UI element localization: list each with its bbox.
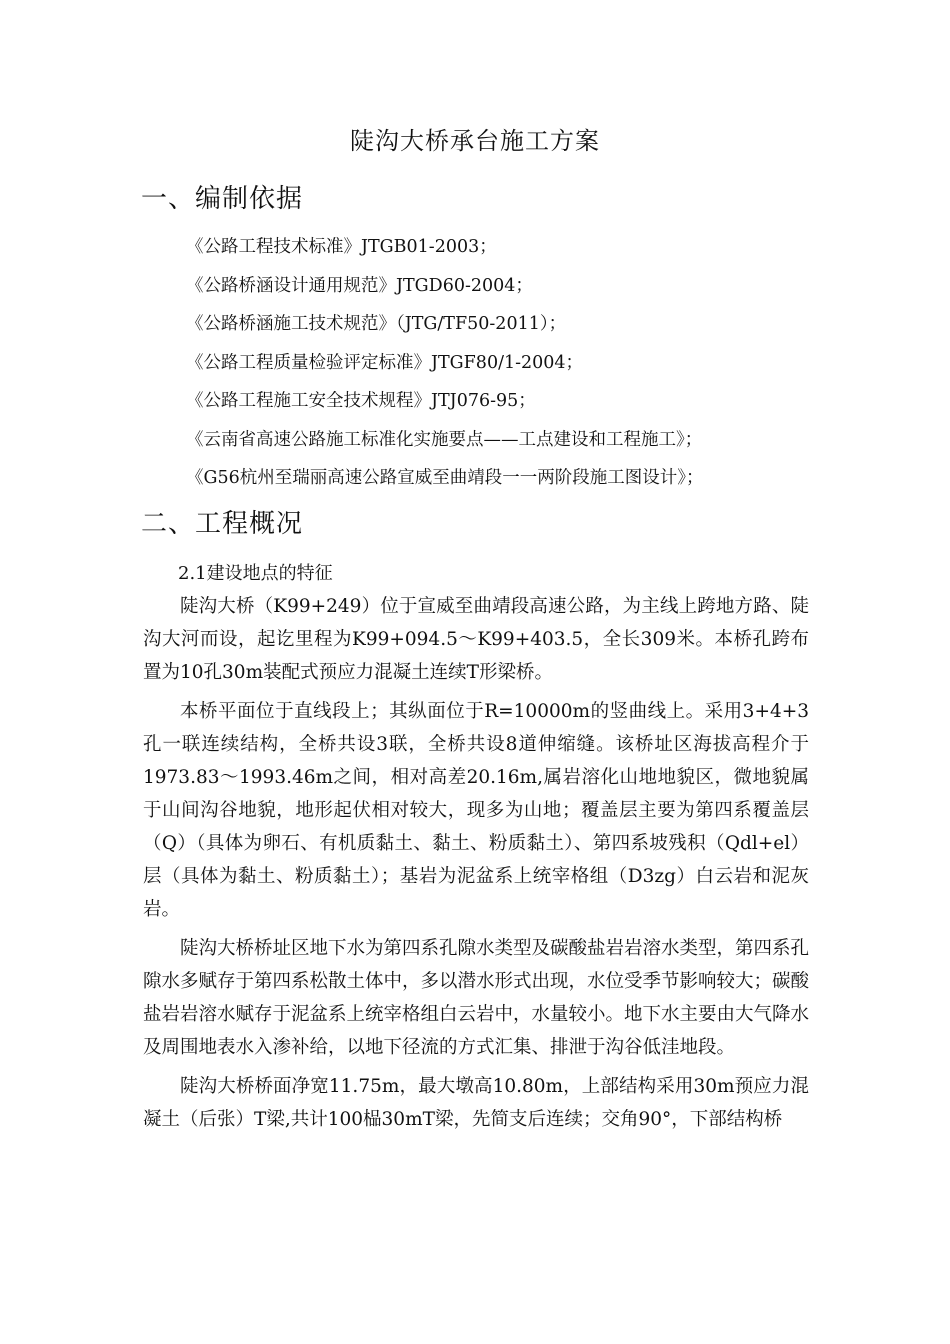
reference-item: 《公路工程技术标准》JTGB01-2003； — [186, 237, 497, 257]
body-paragraph: 本桥平面位于直线段上；其纵面位于R=10000m的竖曲线上。采用3+4+3孔一联连续结构，全桥共设3联，全桥共设8道伸缩缝。该桥址区海拔高程介于1973.83～1993.46m之间，相对高差20.16m,属岩溶化山地地貌区，微地貌属于山间沟谷地貌，地形起伏相对较大，现多为山地；覆盖层主要为第四系覆盖层（Q）（具体为卵石、有机质黏土、黏土、粉质黏土）、第四系坡残积（Qdl+el）层（具体为黏土、粉质黏土）；基岩为泥盆系上统宰格组（D3zg）白云岩和泥灰岩。 — [143, 701, 809, 920]
reference-item: 《公路桥涵设计通用规范》JTGD60-2004； — [186, 275, 533, 296]
body-paragraph: 陡沟大桥桥址区地下水为第四系孔隙水类型及碳酸盐岩岩溶水类型，第四系孔隙水多赋存于第四系松散土体中，多以潜水形式出现，水位受季节影响较大；碳酸盐岩岩溶水赋存于泥盆系上统宰格组白云岩中，水量较小。地下水主要由大气降水及周围地表水入渗补给，以地下径流的方式汇集、排泄于沟谷低洼地段。 — [143, 938, 810, 1058]
reference-item: 《公路工程质量检验评定标准》JTGF80/1-2004； — [186, 352, 584, 373]
body-paragraph: 陡沟大桥（K99+249）位于宣威至曲靖段高速公路，为主线上跨地方路、陡沟大河而设，起讫里程为K99+094.5～K99+403.5，全长309米。本桥孔跨布置为10孔30m装配式预应力混凝土连续T形梁桥。 — [143, 596, 809, 683]
section-heading-basis: 一、编制依据 — [141, 184, 304, 214]
reference-item: 《公路桥涵施工技术规范》（JTG/TF50-2011）； — [186, 314, 567, 334]
document-title: 陡沟大桥承台施工方案 — [350, 127, 600, 155]
subsection-heading: 2.1建设地点的特征 — [178, 563, 333, 584]
body-paragraph: 陡沟大桥桥面净宽11.75m，最大墩高10.80m，上部结构采用30m预应力混凝土（后张）T梁,共计100榀30mT梁，先简支后连续；交角90°，下部结构桥 — [143, 1076, 809, 1130]
overview-body — [143, 590, 809, 1142]
section-heading-overview: 二、工程概况 — [141, 509, 304, 539]
reference-list — [186, 233, 704, 503]
reference-item: 《云南省高速公路施工标准化实施要点——工点建设和工程施工》； — [186, 429, 703, 450]
reference-item: 《G56杭州至瑞丽高速公路宣威至曲靖段一一两阶段施工图设计》； — [186, 468, 704, 488]
reference-item: 《公路工程施工安全技术规程》JTJ076-95； — [186, 391, 536, 411]
